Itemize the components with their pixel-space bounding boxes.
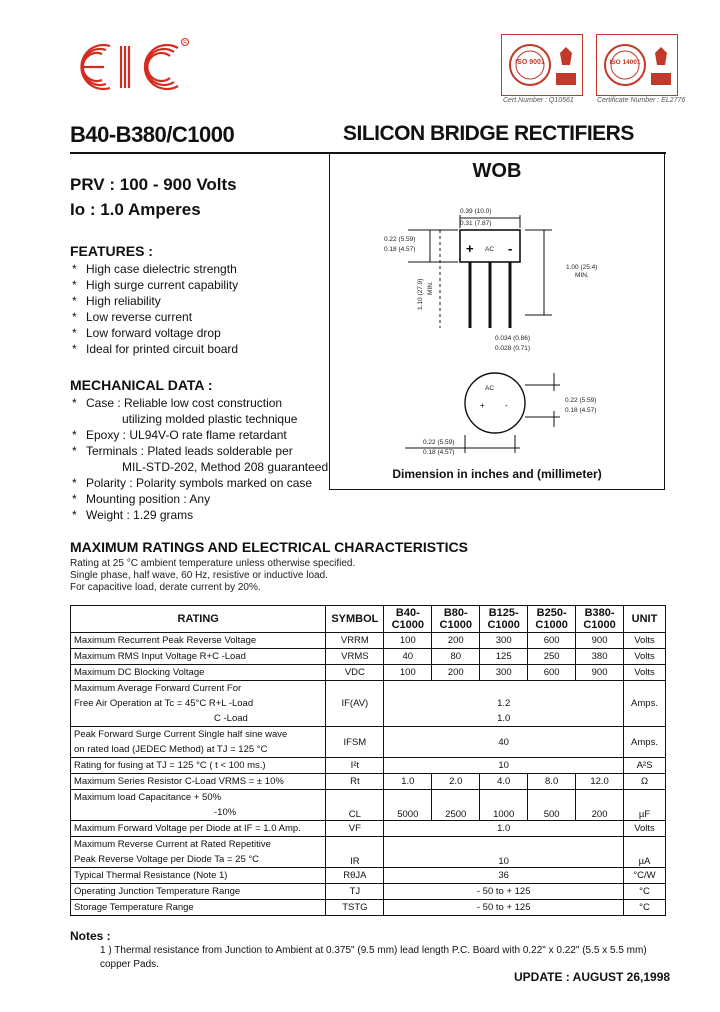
row-unit: Ω bbox=[624, 774, 666, 790]
cell-value: 380 bbox=[576, 649, 624, 665]
table-row bbox=[71, 837, 666, 868]
cell-value: 600 bbox=[528, 665, 576, 681]
table-row bbox=[71, 884, 666, 900]
row-label: Maximum Reverse Current at Rated Repetitive Peak Reverse Voltage per Diode Ta = 25 °C bbox=[71, 837, 326, 868]
cell-value: 125 bbox=[480, 649, 528, 665]
row-unit: Volts bbox=[624, 649, 666, 665]
table-row bbox=[71, 727, 666, 758]
table-row bbox=[71, 681, 666, 727]
dim-lead-len: 1.00 (25.4) bbox=[566, 264, 598, 271]
row-label: Typical Thermal Resistance (Note 1) bbox=[71, 868, 326, 884]
dim-width-min: 0.31 (7.87) bbox=[460, 220, 492, 227]
cell-value: 200 bbox=[576, 790, 624, 821]
cell-value: 600 bbox=[528, 633, 576, 649]
row-unit: µA bbox=[624, 837, 666, 868]
cell-value: 80 bbox=[432, 649, 480, 665]
svg-text:R: R bbox=[183, 40, 187, 46]
ac-label-bottom: AC bbox=[485, 385, 495, 392]
list-item: * Weight : 1.29 grams bbox=[72, 508, 194, 522]
cell-value: 200 bbox=[432, 665, 480, 681]
table-row bbox=[71, 665, 666, 681]
table-row bbox=[71, 868, 666, 884]
row-symbol: IF(AV) bbox=[326, 681, 384, 727]
row-symbol: VF bbox=[326, 821, 384, 837]
dim-lead-len-min: MIN. bbox=[575, 272, 589, 279]
cell-value: 900 bbox=[576, 665, 624, 681]
dim-pitch-max: 0.22 (5.59) bbox=[565, 397, 597, 404]
cert2-number: Certificate Number : EL2776 bbox=[597, 97, 686, 104]
col-b125: B125- C1000 bbox=[480, 606, 528, 633]
eic-logo bbox=[66, 36, 191, 98]
cell-value: 40 bbox=[384, 649, 432, 665]
row-symbol: RθJA bbox=[326, 868, 384, 884]
note-1: 1 ) Thermal resistance from Junction to Ambient at 0.375" (9.5 mm) lead length P.C. Board with 0.22" x 0.22" (5.5 x 5.5 mm) copper Pads. bbox=[100, 945, 647, 970]
table-row bbox=[71, 633, 666, 649]
list-item: utilizing molded plastic technique bbox=[122, 412, 298, 426]
cell-value: 1.2 1.0 bbox=[384, 681, 624, 727]
cell-value: - 50 to + 125 bbox=[384, 884, 624, 900]
row-symbol: Rt bbox=[326, 774, 384, 790]
dim-body-max: 0.22 (5.59) bbox=[384, 236, 416, 243]
document-heading: SILICON BRIDGE RECTIFIERS bbox=[343, 122, 634, 145]
dim-height-min: MIN. bbox=[427, 281, 434, 295]
table-row bbox=[71, 821, 666, 837]
cert1-number: Cert.Number : Q10561 bbox=[503, 97, 574, 104]
cell-value: 2500 bbox=[432, 790, 480, 821]
row-unit: °C/W bbox=[624, 868, 666, 884]
col-b40: B40- C1000 bbox=[384, 606, 432, 633]
row-unit: °C bbox=[624, 900, 666, 916]
row-symbol: VDC bbox=[326, 665, 384, 681]
list-item: MIL-STD-202, Method 208 guaranteed bbox=[122, 460, 329, 474]
row-label: Rating for fusing at TJ = 125 °C ( t < 100 ms.) bbox=[71, 758, 326, 774]
list-item: * Terminals : Plated leads solderable per bbox=[72, 444, 293, 458]
plus-symbol: + bbox=[466, 241, 474, 256]
cell-value: 5000 bbox=[384, 790, 432, 821]
io-spec: Io : 1.0 Amperes bbox=[70, 200, 201, 219]
table-row bbox=[71, 649, 666, 665]
row-unit: Volts bbox=[624, 665, 666, 681]
dimension-caption: Dimension in inches and (millimeter) bbox=[392, 467, 602, 481]
rating-note-2: Single phase, half wave, 60 Hz, resistive or inductive load. bbox=[70, 570, 328, 581]
list-item: * High surge current capability bbox=[72, 278, 239, 292]
cell-value: 1000 bbox=[480, 790, 528, 821]
list-item: * High reliability bbox=[72, 294, 161, 308]
row-unit: °C bbox=[624, 884, 666, 900]
dim-height: 1.10 (27.9) bbox=[417, 278, 424, 310]
row-label: Maximum Forward Voltage per Diode at IF = 1.0 Amp. bbox=[71, 821, 326, 837]
row-label: Storage Temperature Range bbox=[71, 900, 326, 916]
row-symbol: IFSM bbox=[326, 727, 384, 758]
list-item: * Low reverse current bbox=[72, 310, 193, 324]
ratings-table bbox=[70, 605, 666, 916]
list-item: * Ideal for printed circuit board bbox=[72, 342, 239, 356]
row-label: Maximum Series Resistor C-Load VRMS = ± 10% bbox=[71, 774, 326, 790]
cell-value: 1.0 bbox=[384, 774, 432, 790]
plus-symbol-bottom: + bbox=[480, 401, 485, 410]
cell-value: 12.0 bbox=[576, 774, 624, 790]
cert2-std: ISO 14001 bbox=[609, 59, 641, 66]
row-label: Maximum Average Forward Current For Free Air Operation at Tc = 45°C R+L -Load C -Load bbox=[71, 681, 326, 727]
minus-symbol: - bbox=[508, 241, 513, 256]
cell-value: 8.0 bbox=[528, 774, 576, 790]
iso-9001-badge bbox=[501, 34, 583, 96]
row-label: Maximum DC Blocking Voltage bbox=[71, 665, 326, 681]
col-b380: B380- C1000 bbox=[576, 606, 624, 633]
cert1-std: ISO 9001 bbox=[515, 59, 545, 66]
row-unit: Volts bbox=[624, 633, 666, 649]
row-unit: Amps. bbox=[624, 727, 666, 758]
cell-value: 200 bbox=[432, 633, 480, 649]
dim-body-min: 0.18 (4.57) bbox=[384, 246, 416, 253]
col-b250: B250- C1000 bbox=[528, 606, 576, 633]
mechanical-title: MECHANICAL DATA : bbox=[70, 377, 213, 393]
minus-symbol-bottom: - bbox=[505, 401, 508, 410]
list-item: * Polarity : Polarity symbols marked on case bbox=[72, 476, 313, 490]
cell-value: 10 bbox=[384, 837, 624, 868]
cell-value: 10 bbox=[384, 758, 624, 774]
row-label: Maximum Recurrent Peak Reverse Voltage bbox=[71, 633, 326, 649]
row-symbol: IR bbox=[326, 837, 384, 868]
dim-width-max: 0.39 (10.0) bbox=[460, 208, 492, 215]
cell-value: 300 bbox=[480, 665, 528, 681]
prv-spec: PRV : 100 - 900 Volts bbox=[70, 175, 237, 194]
row-label: Operating Junction Temperature Range bbox=[71, 884, 326, 900]
list-item: * Epoxy : UL94V-O rate flame retardant bbox=[72, 428, 287, 442]
part-number: B40-B380/C1000 bbox=[70, 122, 235, 147]
rating-note-1: Rating at 25 °C ambient temperature unless otherwise specified. bbox=[70, 558, 356, 569]
row-label: Maximum RMS Input Voltage R+C -Load bbox=[71, 649, 326, 665]
dim-pitch2-min: 0.18 (4.57) bbox=[423, 449, 455, 456]
cell-value: 300 bbox=[480, 633, 528, 649]
cell-value: 36 bbox=[384, 868, 624, 884]
cell-value: 500 bbox=[528, 790, 576, 821]
table-row bbox=[71, 758, 666, 774]
table-header-row bbox=[71, 606, 666, 633]
row-unit: µF bbox=[624, 790, 666, 821]
table-row bbox=[71, 790, 666, 821]
list-item: * Case : Reliable low cost construction bbox=[72, 396, 283, 410]
cell-value: 4.0 bbox=[480, 774, 528, 790]
package-name: WOB bbox=[472, 160, 522, 182]
row-label: Peak Forward Surge Current Single half sine wave on rated load (JEDEC Method) at TJ = 125 °C bbox=[71, 727, 326, 758]
dim-lead-dia-min: 0.028 (0.71) bbox=[495, 345, 531, 352]
cell-value: 900 bbox=[576, 633, 624, 649]
row-unit: Volts bbox=[624, 821, 666, 837]
dim-pitch-min: 0.18 (4.57) bbox=[565, 407, 597, 414]
col-unit: UNIT bbox=[624, 606, 666, 633]
row-symbol: TJ bbox=[326, 884, 384, 900]
row-symbol: CL bbox=[326, 790, 384, 821]
cell-value: 40 bbox=[384, 727, 624, 758]
col-b80: B80- C1000 bbox=[432, 606, 480, 633]
dim-pitch2-max: 0.22 (5.59) bbox=[423, 439, 455, 446]
dim-lead-dia-max: 0.034 (0.86) bbox=[495, 335, 531, 342]
notes-title: Notes : bbox=[70, 929, 111, 943]
row-symbol: TSTG bbox=[326, 900, 384, 916]
features-title: FEATURES : bbox=[70, 243, 153, 259]
cell-value: - 50 to + 125 bbox=[384, 900, 624, 916]
ratings-title: MAXIMUM RATINGS AND ELECTRICAL CHARACTERISTICS bbox=[70, 539, 468, 555]
row-unit: Amps. bbox=[624, 681, 666, 727]
table-row bbox=[71, 900, 666, 916]
iso-14001-badge bbox=[596, 34, 678, 96]
col-rating: RATING bbox=[71, 606, 326, 633]
col-symbol: SYMBOL bbox=[326, 606, 384, 633]
update-date: UPDATE : AUGUST 26,1998 bbox=[514, 970, 671, 984]
row-unit: A²S bbox=[624, 758, 666, 774]
list-item: * High case dielectric strength bbox=[72, 262, 237, 276]
cell-value: 250 bbox=[528, 649, 576, 665]
mechanical-list bbox=[72, 395, 328, 523]
package-dimension-drawing bbox=[330, 195, 664, 467]
row-label: Maximum load Capacitance + 50% -10% bbox=[71, 790, 326, 821]
cell-value: 100 bbox=[384, 633, 432, 649]
features-list bbox=[72, 261, 238, 357]
table-row bbox=[71, 774, 666, 790]
row-symbol: VRRM bbox=[326, 633, 384, 649]
cell-value: 2.0 bbox=[432, 774, 480, 790]
cell-value: 1.0 bbox=[384, 821, 624, 837]
row-symbol: I²t bbox=[326, 758, 384, 774]
row-symbol: VRMS bbox=[326, 649, 384, 665]
cell-value: 100 bbox=[384, 665, 432, 681]
list-item: * Mounting position : Any bbox=[72, 492, 211, 506]
rating-note-3: For capacitive load, derate current by 20%. bbox=[70, 582, 261, 593]
ac-label: AC bbox=[485, 246, 495, 253]
list-item: * Low forward voltage drop bbox=[72, 326, 221, 340]
